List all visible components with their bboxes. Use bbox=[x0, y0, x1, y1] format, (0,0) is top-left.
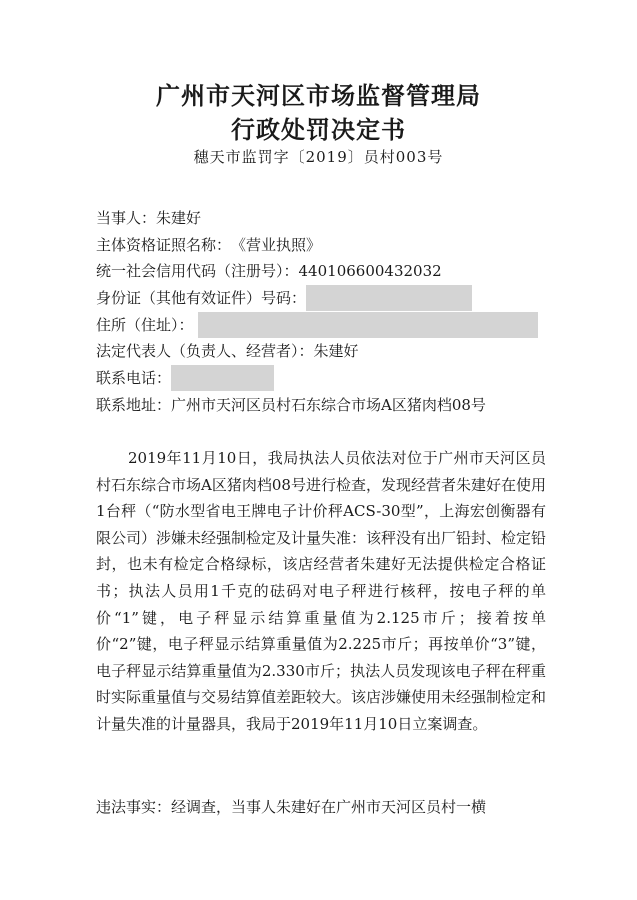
case-paragraph: 2019年11月10日，我局执法人员依法对位于广州市天河区员村石东综合市场A区猪肉档08号进行检查，发现经营者朱建好在使用1台秤（“防水型省电王牌电子计价秤ACS-30型”，上海宏创衡器有限公司）涉嫌未经强制检定及计量失准：该秤没有出厂铅封、检定铅封，也未有检定合格绿标，该店经营者朱建好无法提供检定合格证书；执法人员用1千克的砝码对电子秤进行核秤，按电子秤的单价“1”键，电子秤显示结算重量值为2.125市斤；接着按单价“2”键，电子秤显示结算重量值为2.225市斤；再按单价“3”键，电子秤显示结算重量值为2.330市斤；执法人员发现该电子秤在秤重时实际重量值与交易结算值差距较大。该店涉嫌使用未经强制检定和计量失准的计量器具，我局于2019年11月10日立案调查。 bbox=[96, 449, 547, 733]
contact-address-row bbox=[96, 392, 546, 419]
credit-code-row bbox=[96, 258, 546, 285]
violation-facts bbox=[96, 794, 546, 821]
legal-rep-value: 朱建好 bbox=[313, 342, 359, 361]
contact-address-label: 联系地址： bbox=[96, 395, 172, 414]
document-type-title: 行政处罚决定书 bbox=[231, 115, 406, 144]
party-label: 当事人： bbox=[96, 209, 157, 227]
cert-value: 《营业执照》 bbox=[231, 235, 322, 254]
id-number-redaction bbox=[306, 285, 472, 311]
contact-address-value: 广州市天河区员村石东综合市场A区猪肉档08号 bbox=[171, 395, 486, 414]
credit-code-label: 统一社会信用代码（注册号）： bbox=[96, 262, 299, 281]
id-number-row bbox=[96, 285, 546, 312]
phone-row bbox=[96, 365, 546, 392]
cert-label: 主体资格证照名称： bbox=[96, 235, 232, 254]
party-row bbox=[96, 205, 546, 232]
legal-rep-row bbox=[96, 338, 546, 365]
agency-title: 广州市天河区市场监督管理局 bbox=[156, 81, 481, 110]
address-row bbox=[96, 312, 546, 339]
violation-text: 经调查，当事人朱建好在广州市天河区员村一横 bbox=[171, 798, 487, 816]
address-redaction bbox=[198, 312, 538, 338]
violation-label: 违法事实： bbox=[96, 798, 172, 816]
credit-code-value: 440106600432032 bbox=[298, 262, 442, 281]
phone-label: 联系电话： bbox=[96, 369, 172, 388]
phone-redaction bbox=[171, 365, 274, 391]
document-number: 穗天市监罚字〔2019〕员村003号 bbox=[193, 148, 444, 166]
party-info bbox=[96, 205, 546, 419]
id-number-label: 身份证（其他有效证件）号码： bbox=[96, 289, 307, 308]
party-value: 朱建好 bbox=[156, 209, 202, 227]
cert-row bbox=[96, 232, 546, 259]
address-label: 住所（住址）： bbox=[96, 315, 194, 334]
legal-rep-label: 法定代表人（负责人、经营者）： bbox=[96, 342, 314, 361]
